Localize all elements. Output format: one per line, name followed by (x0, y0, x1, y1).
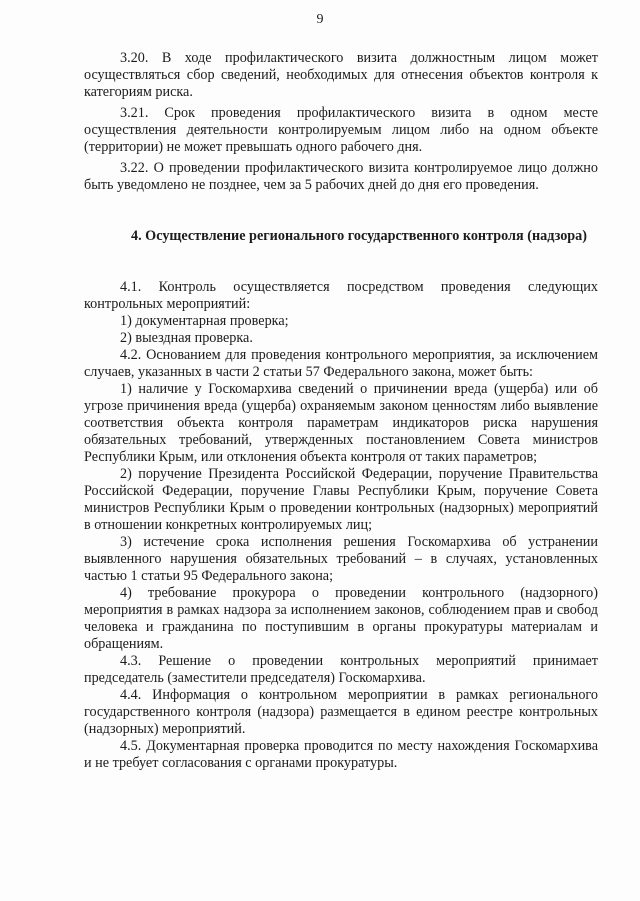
paragraph-4-3: 4.3. Решение о проведении контрольных мероприятий принимает председатель (заместители председателя) Госкомархива. (84, 653, 598, 686)
list-item-4-2-1: 1) наличие у Госкомархива сведений о причинении вреда (ущерба) или об угрозе причинения вреда (ущерба) охраняемым законом ценностям либо выявление соответствия объекта контроля параметрам индикаторов риска нарушения обязательных требований, утвержденных постановлением Совета министров Республики Крым, или отклонения объекта контроля от таких параметров; (84, 381, 598, 465)
paragraph-4-1: 4.1. Контроль осуществляется посредством проведения следующих контрольных мероприятий: (84, 279, 598, 312)
list-item-4-2-3: 3) истечение срока исполнения решения Госкомархива об устранении выявленного нарушения обязательных требований – в случаях, установленных частью 1 статьи 95 Федерального закона; (84, 534, 598, 584)
list-item-4-1-2: 2) выездная проверка. (120, 330, 253, 346)
paragraph-4-2: 4.2. Основанием для проведения контрольного мероприятия, за исключением случаев, указанных в части 2 статьи 57 Федерального закона, может быть: (84, 347, 598, 380)
paragraph-4-4: 4.4. Информация о контрольном мероприятии в рамках регионального государственного контроля (надзора) размещается в едином реестре контрольных (надзорных) мероприятий. (84, 687, 598, 737)
list-item-4-1-1: 1) документарная проверка; (120, 313, 289, 329)
list-item-4-2-4: 4) требование прокурора о проведении контрольного (надзорного) мероприятия в рамках надзора за исполнением законов, соблюдением прав и свобод человека и гражданина по поступившим в органы прокуратуры материалам и обращениям. (84, 585, 598, 652)
page-number: 9 (316, 12, 324, 27)
paragraph-3-22: 3.22. О проведении профилактического визита контролируемое лицо должно быть уведомлено не позднее, чем за 5 рабочих дней до дня его проведения. (84, 160, 598, 193)
document-body (84, 50, 598, 772)
list-item-4-2-2: 2) поручение Президента Российской Федерации, поручение Правительства Российской Федерации, поручение Главы Республики Крым, поручение Совета министров Республики Крым о проведении контрольных (надзорных) мероприятий в отношении конкретных контролируемых лиц; (84, 466, 598, 533)
section-4-heading: 4. Осуществление регионального государственного контроля (надзора) (130, 228, 587, 244)
paragraph-4-5: 4.5. Документарная проверка проводится по месту нахождения Госкомархива и не требует согласования с органами прокуратуры. (84, 738, 598, 771)
paragraph-3-21: 3.21. Срок проведения профилактического визита в одном месте осуществления деятельности контролируемым лицом либо на одном объекте (территории) не может превышать одного рабочего дня. (84, 105, 598, 155)
paragraph-3-20: 3.20. В ходе профилактического визита должностным лицом может осуществляться сбор сведений, необходимых для отнесения объектов контроля к категориям риска. (84, 50, 598, 100)
